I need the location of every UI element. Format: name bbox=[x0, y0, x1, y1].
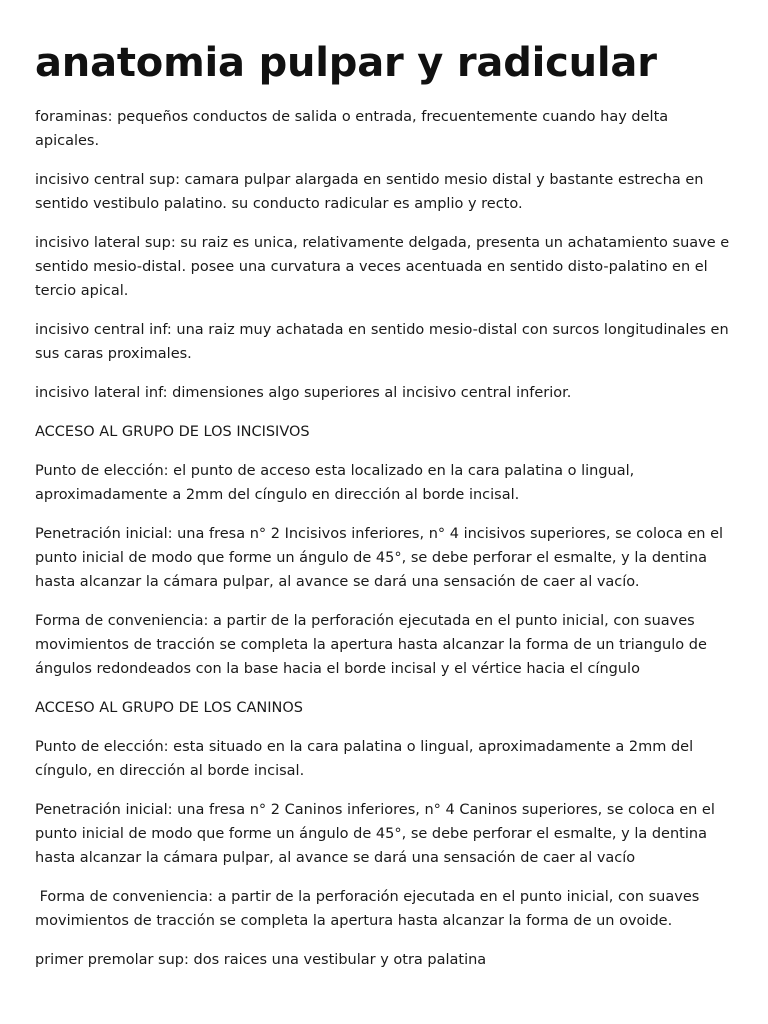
section-heading-incisivos: ACCESO AL GRUPO DE LOS INCISIVOS bbox=[35, 424, 310, 440]
paragraph-foraminas: foraminas: pequeños conductos de salida o entrada, frecuentemente cuando hay delta apicales. bbox=[35, 109, 669, 149]
paragraph-forma-conveniencia-incisivos: Forma de conveniencia: a partir de la perforación ejecutada en el punto inicial, con suaves movimientos de tracción se completa la apertura hasta alcanzar la forma de un triangulo de ángulos redondeados con la base hacia el borde incisal y el vértice hacia el cíngulo bbox=[35, 613, 707, 677]
paragraph-penetracion-caninos: Penetración inicial: una fresa n° 2 Caninos inferiores, n° 4 Caninos superiores, se coloca en el punto inicial de modo que forme un ángulo de 45°, se debe perforar el esmalte, y la dentina hasta alcanzar la cámara pulpar, al avance se dará una sensación de caer al vacío bbox=[35, 802, 715, 866]
paragraph-incisivo-lateral-sup: incisivo lateral sup: su raiz es unica, relativamente delgada, presenta un achatamiento suave e sentido mesio-distal. posee una curvatura a veces acentuada en sentido disto-palatino en el tercio apical. bbox=[35, 235, 730, 299]
paragraph-punto-eleccion-incisivos: Punto de elección: el punto de acceso esta localizado en la cara palatina o lingual, aproximadamente a 2mm del cíngulo en dirección al borde incisal. bbox=[35, 463, 635, 503]
paragraph-incisivo-lateral-inf: incisivo lateral inf: dimensiones algo superiores al incisivo central inferior. bbox=[35, 385, 572, 401]
paragraph-incisivo-central-sup: incisivo central sup: camara pulpar alargada en sentido mesio distal y bastante estrecha en sentido vestibulo palatino. su conducto radicular es amplio y recto. bbox=[35, 172, 704, 212]
paragraph-forma-conveniencia-caninos: Forma de conveniencia: a partir de la perforación ejecutada en el punto inicial, con suaves movimientos de tracción se completa la apertura hasta alcanzar la forma de un ovoide. bbox=[35, 889, 704, 929]
section-heading-caninos: ACCESO AL GRUPO DE LOS CANINOS bbox=[35, 700, 303, 716]
paragraph-punto-eleccion-caninos: Punto de elección: esta situado en la cara palatina o lingual, aproximadamente a 2mm del cíngulo, en dirección al borde incisal. bbox=[35, 739, 694, 779]
document-title: anatomia pulpar y radicular bbox=[35, 40, 657, 86]
paragraph-primer-premolar-sup: primer premolar sup: dos raices una vestibular y otra palatina bbox=[35, 952, 487, 968]
paragraph-penetracion-incisivos: Penetración inicial: una fresa n° 2 Incisivos inferiores, n° 4 incisivos superiores, se coloca en el punto inicial de modo que forme un ángulo de 45°, se debe perforar el esmalte, y la dentina hasta alcanzar la cámara pulpar, al avance se dará una sensación de caer al vacío. bbox=[35, 526, 724, 590]
paragraph-incisivo-central-inf: incisivo central inf: una raiz muy achatada en sentido mesio-distal con surcos longitudinales en sus caras proximales. bbox=[35, 322, 729, 362]
